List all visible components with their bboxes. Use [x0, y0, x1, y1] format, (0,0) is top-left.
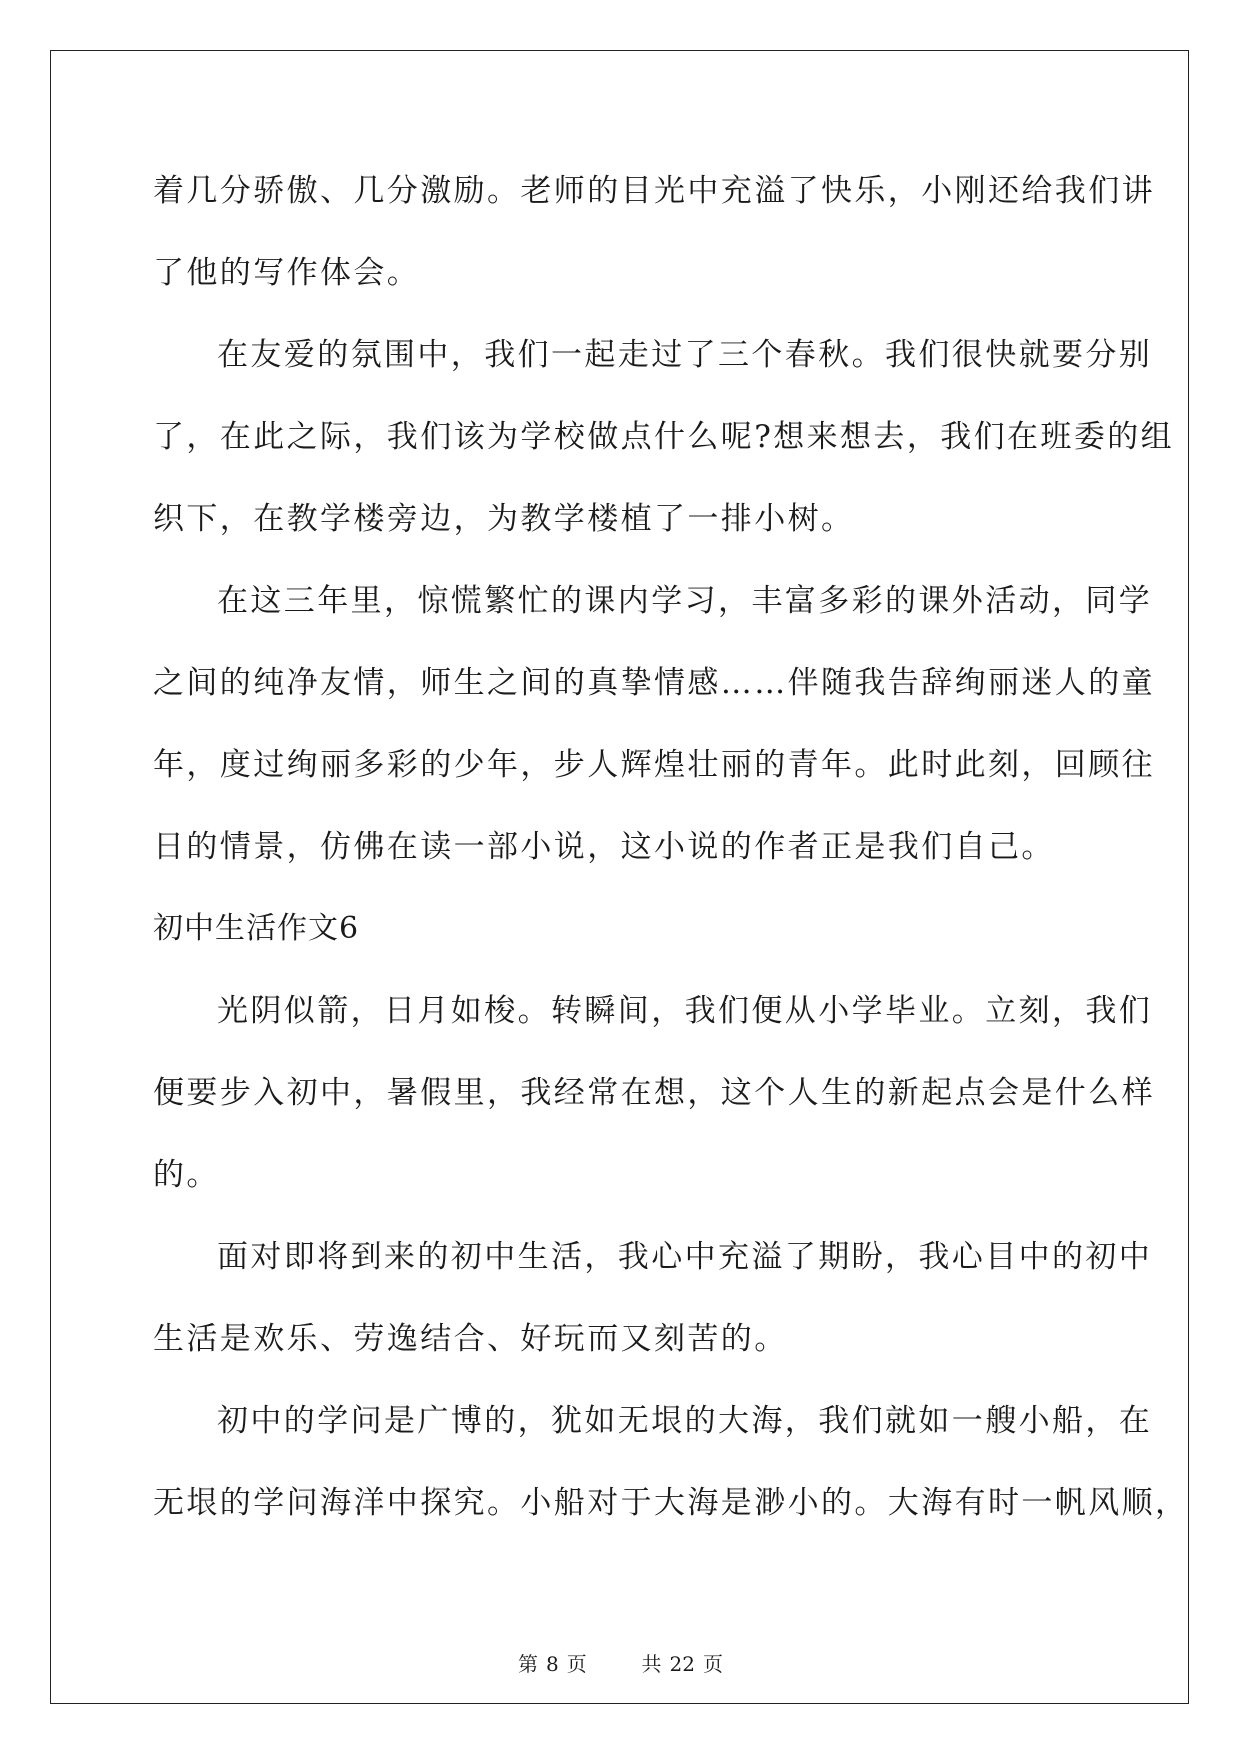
- text-line: 生活是欢乐、劳逸结合、好玩而又刻苦的。: [153, 1321, 788, 1357]
- text-line: 年，度过绚丽多彩的少年，步人辉煌壮丽的青年。此时此刻，回顾往: [153, 747, 1155, 783]
- total-pages-number: 22: [669, 1652, 695, 1676]
- text-line: 了，在此之际，我们该为学校做点什么呢?想来想去，我们在班委的组: [153, 419, 1175, 455]
- text-line: 面对即将到来的初中生活，我心中充溢了期盼，我心目中的初中: [217, 1239, 1153, 1275]
- text-line: 织下，在教学楼旁边，为教学楼植了一排小树。: [153, 501, 855, 537]
- paragraph: [153, 1380, 1189, 1544]
- page-footer: [0, 1648, 1241, 1677]
- text-line: 在这三年里，惊慌繁忙的课内学习，丰富多彩的课外活动，同学: [217, 583, 1153, 619]
- text-line: 便要步入初中，暑假里，我经常在想，这个人生的新起点会是什么样: [153, 1075, 1155, 1111]
- text-line: 着几分骄傲、几分激励。老师的目光中充溢了快乐，小刚还给我们讲: [153, 173, 1155, 209]
- section-heading: 初中生活作文6: [153, 911, 360, 946]
- paragraph: [153, 1216, 1153, 1380]
- current-page-number: 8: [546, 1652, 559, 1676]
- total-pages-label: [638, 1652, 727, 1676]
- paragraph: [153, 314, 1175, 560]
- text-line: 之间的纯净友情，师生之间的真挚情感……伴随我告辞绚丽迷人的童: [153, 665, 1155, 701]
- text-line: 了他的写作体会。: [153, 255, 421, 291]
- paragraph: [153, 150, 1155, 314]
- document-body: [153, 150, 1189, 1544]
- text-line: 无垠的学问海洋中探究。小船对于大海是渺小的。大海有时一帆风顺，: [153, 1485, 1189, 1521]
- text-line: 日的情景，仿佛在读一部小说，这小说的作者正是我们自己。: [153, 829, 1055, 865]
- paragraph: [153, 560, 1155, 888]
- page-prefix: 第: [518, 1652, 539, 1676]
- total-suffix: 页: [702, 1652, 723, 1676]
- page-number-label: [514, 1652, 597, 1676]
- text-line: 在友爱的氛围中，我们一起走过了三个春秋。我们很快就要分别: [217, 337, 1153, 373]
- paragraph: [153, 970, 1155, 1216]
- text-line: 初中的学问是广博的，犹如无垠的大海，我们就如一艘小船，在: [217, 1403, 1153, 1439]
- text-line: 的。: [153, 1157, 220, 1193]
- text-line: 光阴似箭，日月如梭。转瞬间，我们便从小学毕业。立刻，我们: [217, 993, 1153, 1029]
- page-suffix: 页: [566, 1652, 587, 1676]
- total-prefix: 共: [641, 1652, 662, 1676]
